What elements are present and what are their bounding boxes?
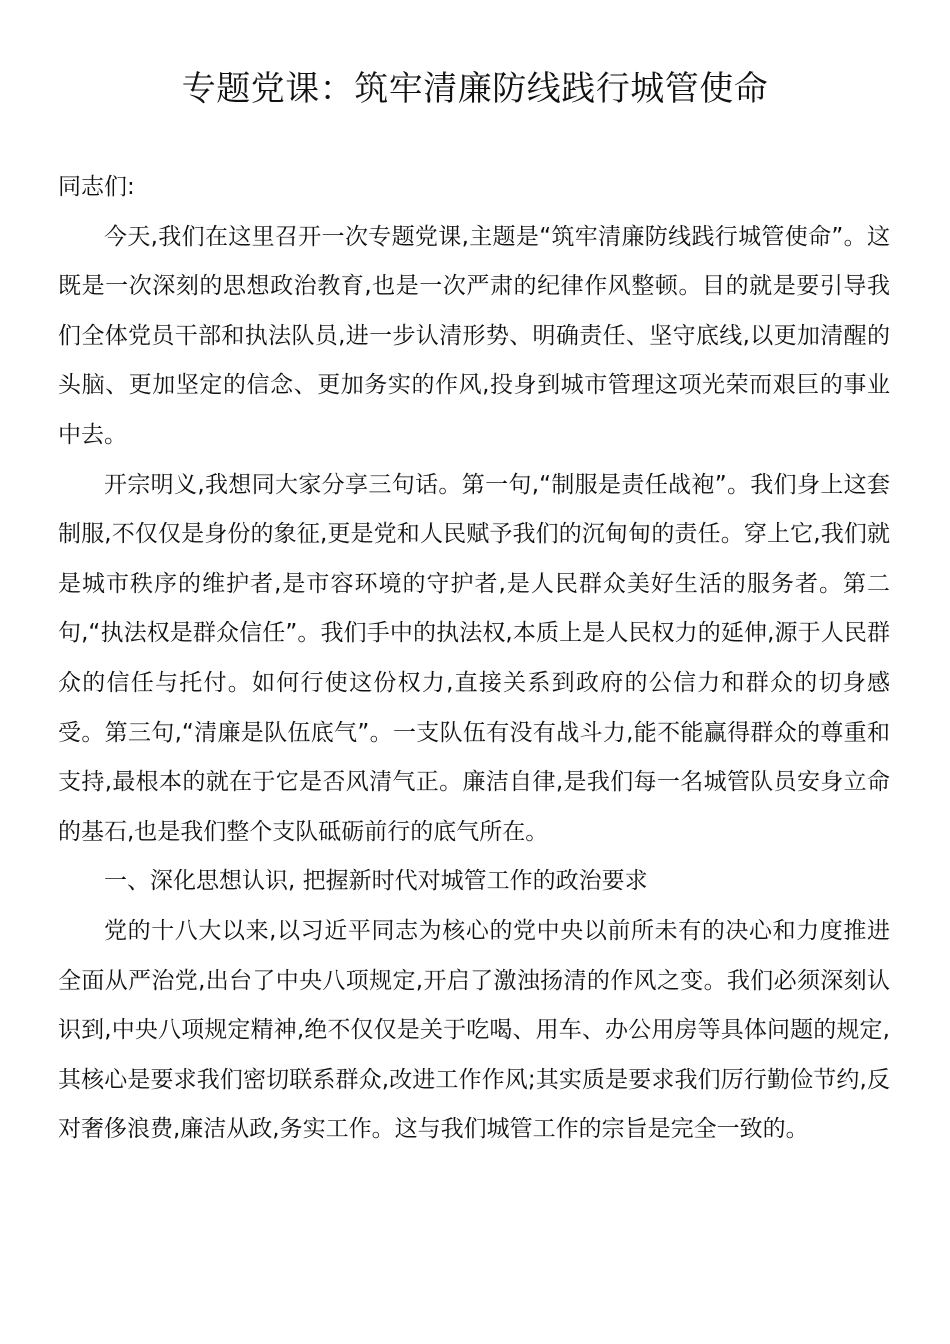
document-title: 专题党课：筑牢清廉防线践行城管使命 [181, 69, 769, 109]
document-body [58, 163, 890, 1155]
paragraph-section-one: 党的十八大以来,以习近平同志为核心的党中央以前所未有的决心和力度推进全面从严治党,出台了中央八项规定,开启了激浊扬清的作风之变。我们必须深刻认识到,中央八项规定精神,绝不仅仅是关于吃喝、用车、办公用房等具体问题的规定,其核心是要求我们密切联系群众,改进工作作风;其实质是要求我们厉行勤俭节约,反对奢侈浪费,廉洁从政,务实工作。这与我们城管工作的宗旨是完全一致的。 [58, 917, 890, 1143]
section-heading: 一、深化思想认识, 把握新时代对城管工作的政治要求 [104, 868, 648, 895]
paragraph-three-sentences: 开宗明义,我想同大家分享三句话。第一句,“制服是责任战袍”。我们身上这套制服,不仅仅是身份的象征,更是党和人民赋予我们的沉甸甸的责任。穿上它,我们就是城市秩序的维护者,是市容环境的守护者,是人民群众美好生活的服务者。第二句,“执法权是群众信任”。我们手中的执法权,本质上是人民权力的延伸,源于人民群众的信任与托付。如何行使这份权力,直接关系到政府的公信力和群众的切身感受。第三句,“清廉是队伍底气”。一支队伍有没有战斗力,能不能赢得群众的尊重和支持,最根本的就在于它是否风清气正。廉洁自律,是我们每一名城管队员安身立命的基石,也是我们整个支队砥砺前行的底气所在。 [58, 471, 890, 845]
salutation: 同志们: [58, 174, 135, 200]
paragraph-intro: 今天,我们在这里召开一次专题党课,主题是“筑牢清廉防线践行城管使命”。这既是一次深刻的思想政治教育,也是一次严肃的纪律作风整顿。目的就是要引导我们全体党员干部和执法队员,进一步认清形势、明确责任、坚守底线,以更加清醒的头脑、更加坚定的信念、更加务实的作风,投身到城市管理这项光荣而艰巨的事业中去。 [58, 223, 890, 448]
